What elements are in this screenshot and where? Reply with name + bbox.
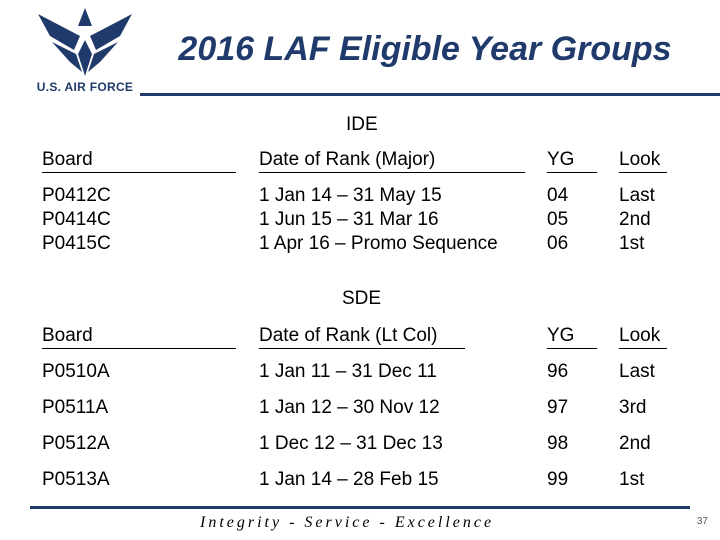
- ide-dor-1: 1 Jun 15 – 31 Mar 16: [259, 209, 439, 230]
- ide-header-look: Look: [619, 149, 661, 170]
- logo-wordmark: U.S. AIR FORCE: [36, 80, 134, 94]
- sde-yg-3: 99: [547, 469, 569, 490]
- sde-dor-3: 1 Jan 14 – 28 Feb 15: [259, 469, 439, 490]
- sde-board-0: P0510A: [42, 361, 110, 382]
- sde-look-0: Last: [619, 361, 655, 382]
- sde-header-underline-dor: [259, 348, 465, 349]
- sde-header-dor: Date of Rank (Lt Col): [259, 325, 438, 346]
- ide-header-underline-yg: [547, 172, 597, 173]
- page-number: 37: [696, 516, 708, 527]
- footer-motto: Integrity - Service - Excellence: [200, 514, 495, 531]
- ide-header-underline-dor: [259, 172, 525, 173]
- sde-yg-2: 98: [547, 433, 569, 454]
- ide-board-1: P0414C: [42, 209, 111, 230]
- ide-board-0: P0412C: [42, 185, 111, 206]
- sde-dor-2: 1 Dec 12 – 31 Dec 13: [259, 433, 443, 454]
- sde-dor-1: 1 Jan 12 – 30 Nov 12: [259, 397, 440, 418]
- sde-header-yg: YG: [547, 325, 575, 346]
- ide-dor-0: 1 Jan 14 – 31 May 15: [259, 185, 442, 206]
- sde-header-underline-yg: [547, 348, 597, 349]
- air-force-wings-icon: [30, 6, 140, 80]
- ide-yg-1: 05: [547, 209, 569, 230]
- sde-header-look: Look: [619, 325, 661, 346]
- ide-board-2: P0415C: [42, 233, 111, 254]
- sde-board-3: P0513A: [42, 469, 110, 490]
- ide-header-board: Board: [42, 149, 93, 170]
- footer-divider: [30, 506, 690, 509]
- sde-section-label: SDE: [342, 288, 382, 309]
- ide-look-2: 1st: [619, 233, 645, 254]
- ide-yg-0: 04: [547, 185, 569, 206]
- page-title: 2016 LAF Eligible Year Groups: [178, 30, 672, 68]
- ide-yg-2: 06: [547, 233, 569, 254]
- air-force-logo: [30, 6, 140, 94]
- ide-look-0: Last: [619, 185, 655, 206]
- sde-yg-1: 97: [547, 397, 569, 418]
- sde-header-underline-board: [42, 348, 236, 349]
- sde-yg-0: 96: [547, 361, 569, 382]
- sde-look-3: 1st: [619, 469, 645, 490]
- sde-header-underline-look: [619, 348, 667, 349]
- ide-header-yg: YG: [547, 149, 575, 170]
- sde-board-1: P0511A: [42, 397, 109, 418]
- sde-board-2: P0512A: [42, 433, 110, 454]
- sde-header-board: Board: [42, 325, 93, 346]
- title-divider: [140, 93, 720, 96]
- sde-look-2: 2nd: [619, 433, 651, 454]
- ide-header-underline-board: [42, 172, 236, 173]
- ide-header-underline-look: [619, 172, 667, 173]
- sde-look-1: 3rd: [619, 397, 647, 418]
- ide-dor-2: 1 Apr 16 – Promo Sequence: [259, 233, 498, 254]
- ide-header-dor: Date of Rank (Major): [259, 149, 436, 170]
- sde-dor-0: 1 Jan 11 – 31 Dec 11: [259, 361, 437, 382]
- ide-section-label: IDE: [346, 114, 378, 135]
- ide-look-1: 2nd: [619, 209, 651, 230]
